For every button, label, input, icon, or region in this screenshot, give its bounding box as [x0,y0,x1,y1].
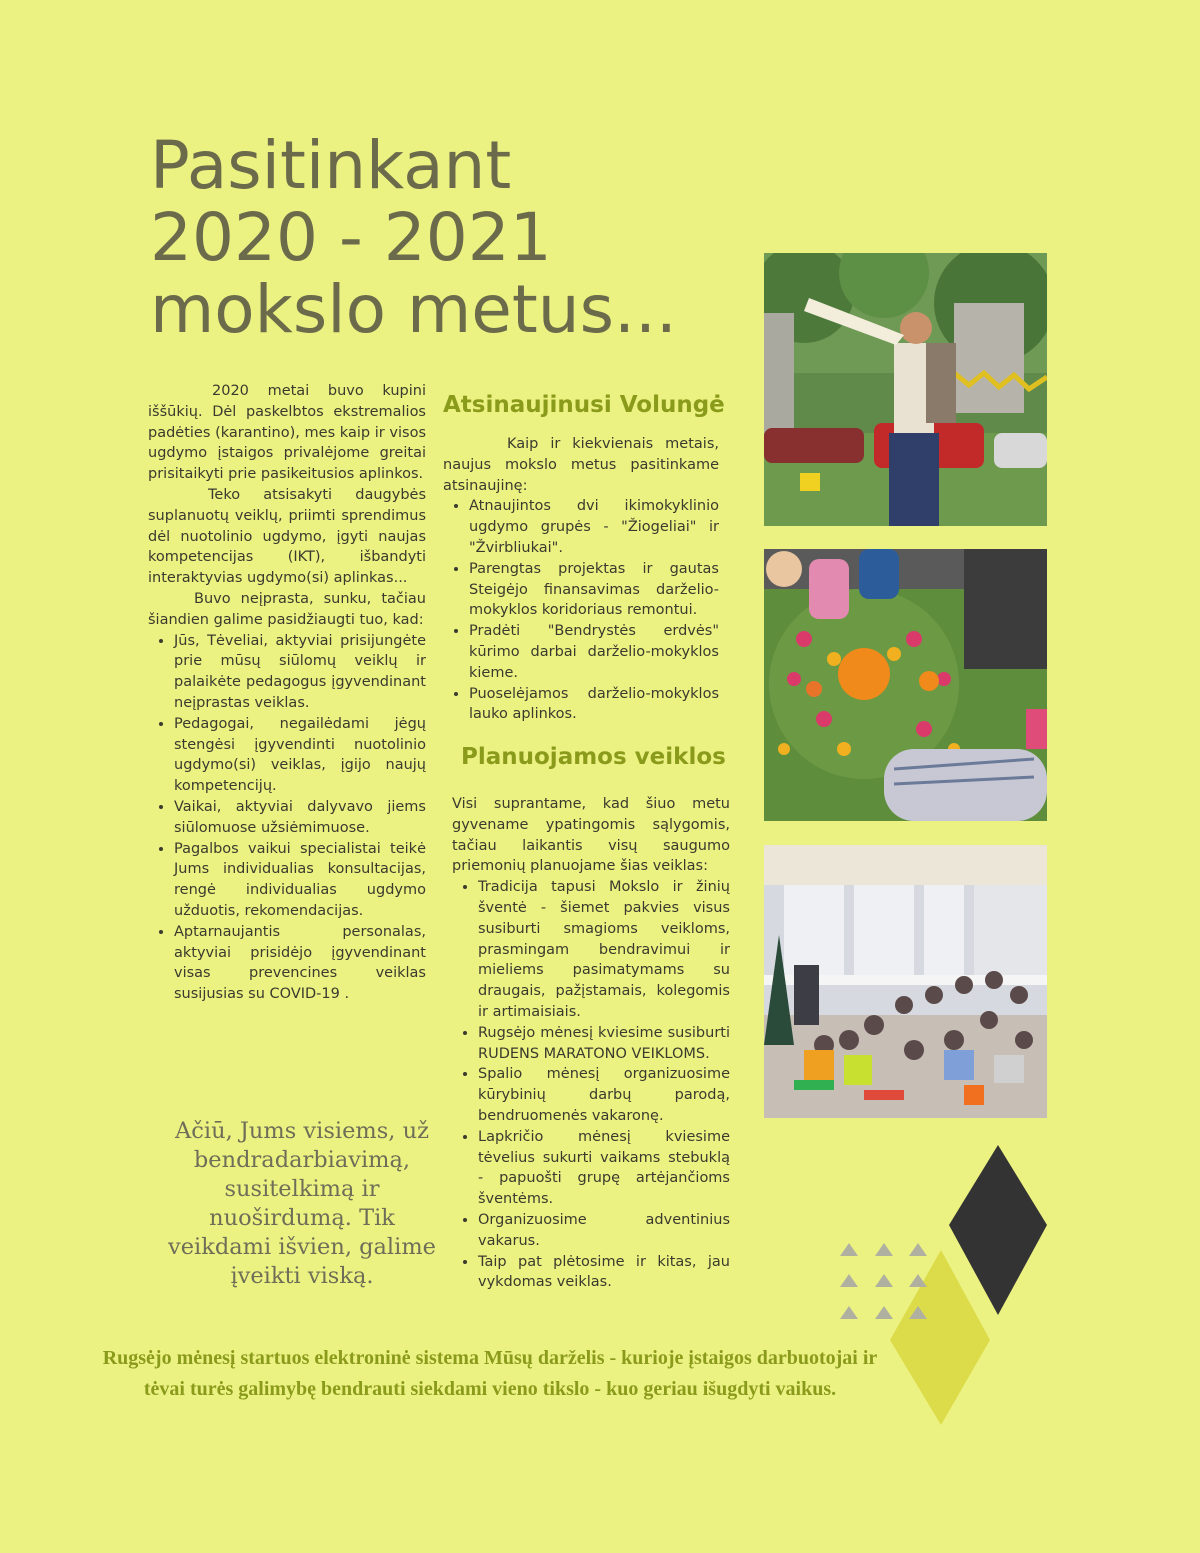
third-paragraph: Buvo neįprasta, sunku, tačiau šiandien galime pasidžiaugti tuo, kad: [148,590,426,628]
title-line-1: Pasitinkant [150,127,512,204]
planned-intro: Visi suprantame, kad šiuo metu gyvename ypatingomis sąlygomis, tačiau laikantis visų saugumo priemonių planuojame šias veiklas: [452,796,730,875]
dark-diamond-shape [949,1145,1047,1315]
list-item: • Jūs, Tėveliai, aktyviai prisijungėte prie mūsų siūlomų veiklų ir palaikėte pedagogus įgyvendinant neįprastas veiklas. [174,631,426,714]
list-item: • Rugsėjo mėnesį kviesime susiburti RUDENS MARATONO VEIKLOMS. [478,1023,730,1065]
planned-section [452,794,730,1293]
list-item: • Spalio mėnesį organizuosime kūrybinių darbų parodą, bendruomenės vakaronę. [478,1064,730,1126]
list-item: • Tradicija tapusi Mokslo ir žinių šventė - šiemet pakvies visus susiburti smagioms veikloms, prasmingam bendravimui ir mieliems pasimatymams su draugais, pažįstamais, kolegomis ir artimaisiais. [478,877,730,1023]
bottom-announcement: Rugsėjo mėnesį startuos elektroninė sistema Mūsų darželis - kurioje įstaigos darbuotojai ir tėvai turės galimybę bendrauti siekdami vieno tikslo - kuo geriau išugdyti vaikus. [102,1347,878,1400]
list-item: • Puoselėjamos darželio-mokyklos lauko aplinkos. [469,684,719,726]
left-column [148,381,426,1005]
planned-list [452,877,730,1293]
list-item: • Pedagogai, negailėdami jėgų stengėsi įgyvendinti nuotolinio ugdymo(si) veiklas, įgijo naujų kompetencijų. [174,714,426,797]
title-line-3: mokslo metus... [150,271,677,348]
thanks-message: Ačiū, Jums visiems, už bendradarbiavimą, susitelkimą ir nuoširdumą. Tik veikdami išvien, galime įveikti viską. [168,1118,436,1289]
photo-performer-outdoors [764,253,1047,526]
list-item: • Parengtas projektas ir gautas Steigėjo finansavimas darželio-mokyklos koridoriaus remontui. [469,559,719,621]
volunge-intro: Kaip ir kiekvienais metais, naujus mokslo metus pasitinkame atsinaujinę: [443,436,719,494]
title-line-2: 2020 - 2021 [150,199,552,276]
list-item: • Atnaujintos dvi ikimokyklinio ugdymo grupės - "Žiogeliai" ir "Žvirbliukai". [469,496,719,558]
achievements-list [148,631,426,1005]
list-item: • Aptarnaujantis personalas, aktyviai prisidėjo įgyvendinant visas prevencines veiklas susijusias su COVID-19 . [174,922,426,1005]
intro-paragraph: 2020 metai buvo kupini iššūkių. Dėl paskelbtos ekstremalios padėties (karantino), mes kaip ir visos ugdymo įstaigos privalėjome greitai prisitaikyti prie pasikeitusios aplinkos. [148,383,426,483]
second-paragraph: Teko atsisakyti daugybės suplanuotų veiklų, priimti sprendimus dėl nuotolinio ugdymo, įgyti naujas kompetencijas (IKT), išbandyti interaktyvias ugdymo(si) aplinkas... [148,486,426,587]
list-item: • Lapkričio mėnesį kviesime tėvelius sukurti vaikams stebuklą - papuošti grupę artėjančioms šventėms. [478,1127,730,1210]
planned-heading: Planuojamos veiklos [461,744,726,770]
photo-children-hall [764,845,1047,1118]
list-item: • Organizuosime adventinius vakarus. [478,1210,730,1252]
volunge-list [443,496,719,725]
volunge-heading: Atsinaujinusi Volungė [443,392,725,418]
list-item: • Taip pat plėtosime ir kitas, jau vykdomas veiklas. [478,1252,730,1294]
list-item: • Pagalbos vaikui specialistai teikė Jums individualias konsultacijas, rengė individualias ugdymo užduotis, rekomendacijas. [174,839,426,922]
list-item: • Pradėti "Bendrystės erdvės" kūrimo darbai darželio-mokyklos kieme. [469,621,719,683]
page-title [150,127,750,348]
photo-autumn-mandala [764,549,1047,821]
yellow-diamond-shape [890,1250,990,1425]
list-item: • Vaikai, aktyviai dalyvavo jiems siūlomuose užsiėmimuose. [174,797,426,839]
volunge-section [443,434,719,725]
